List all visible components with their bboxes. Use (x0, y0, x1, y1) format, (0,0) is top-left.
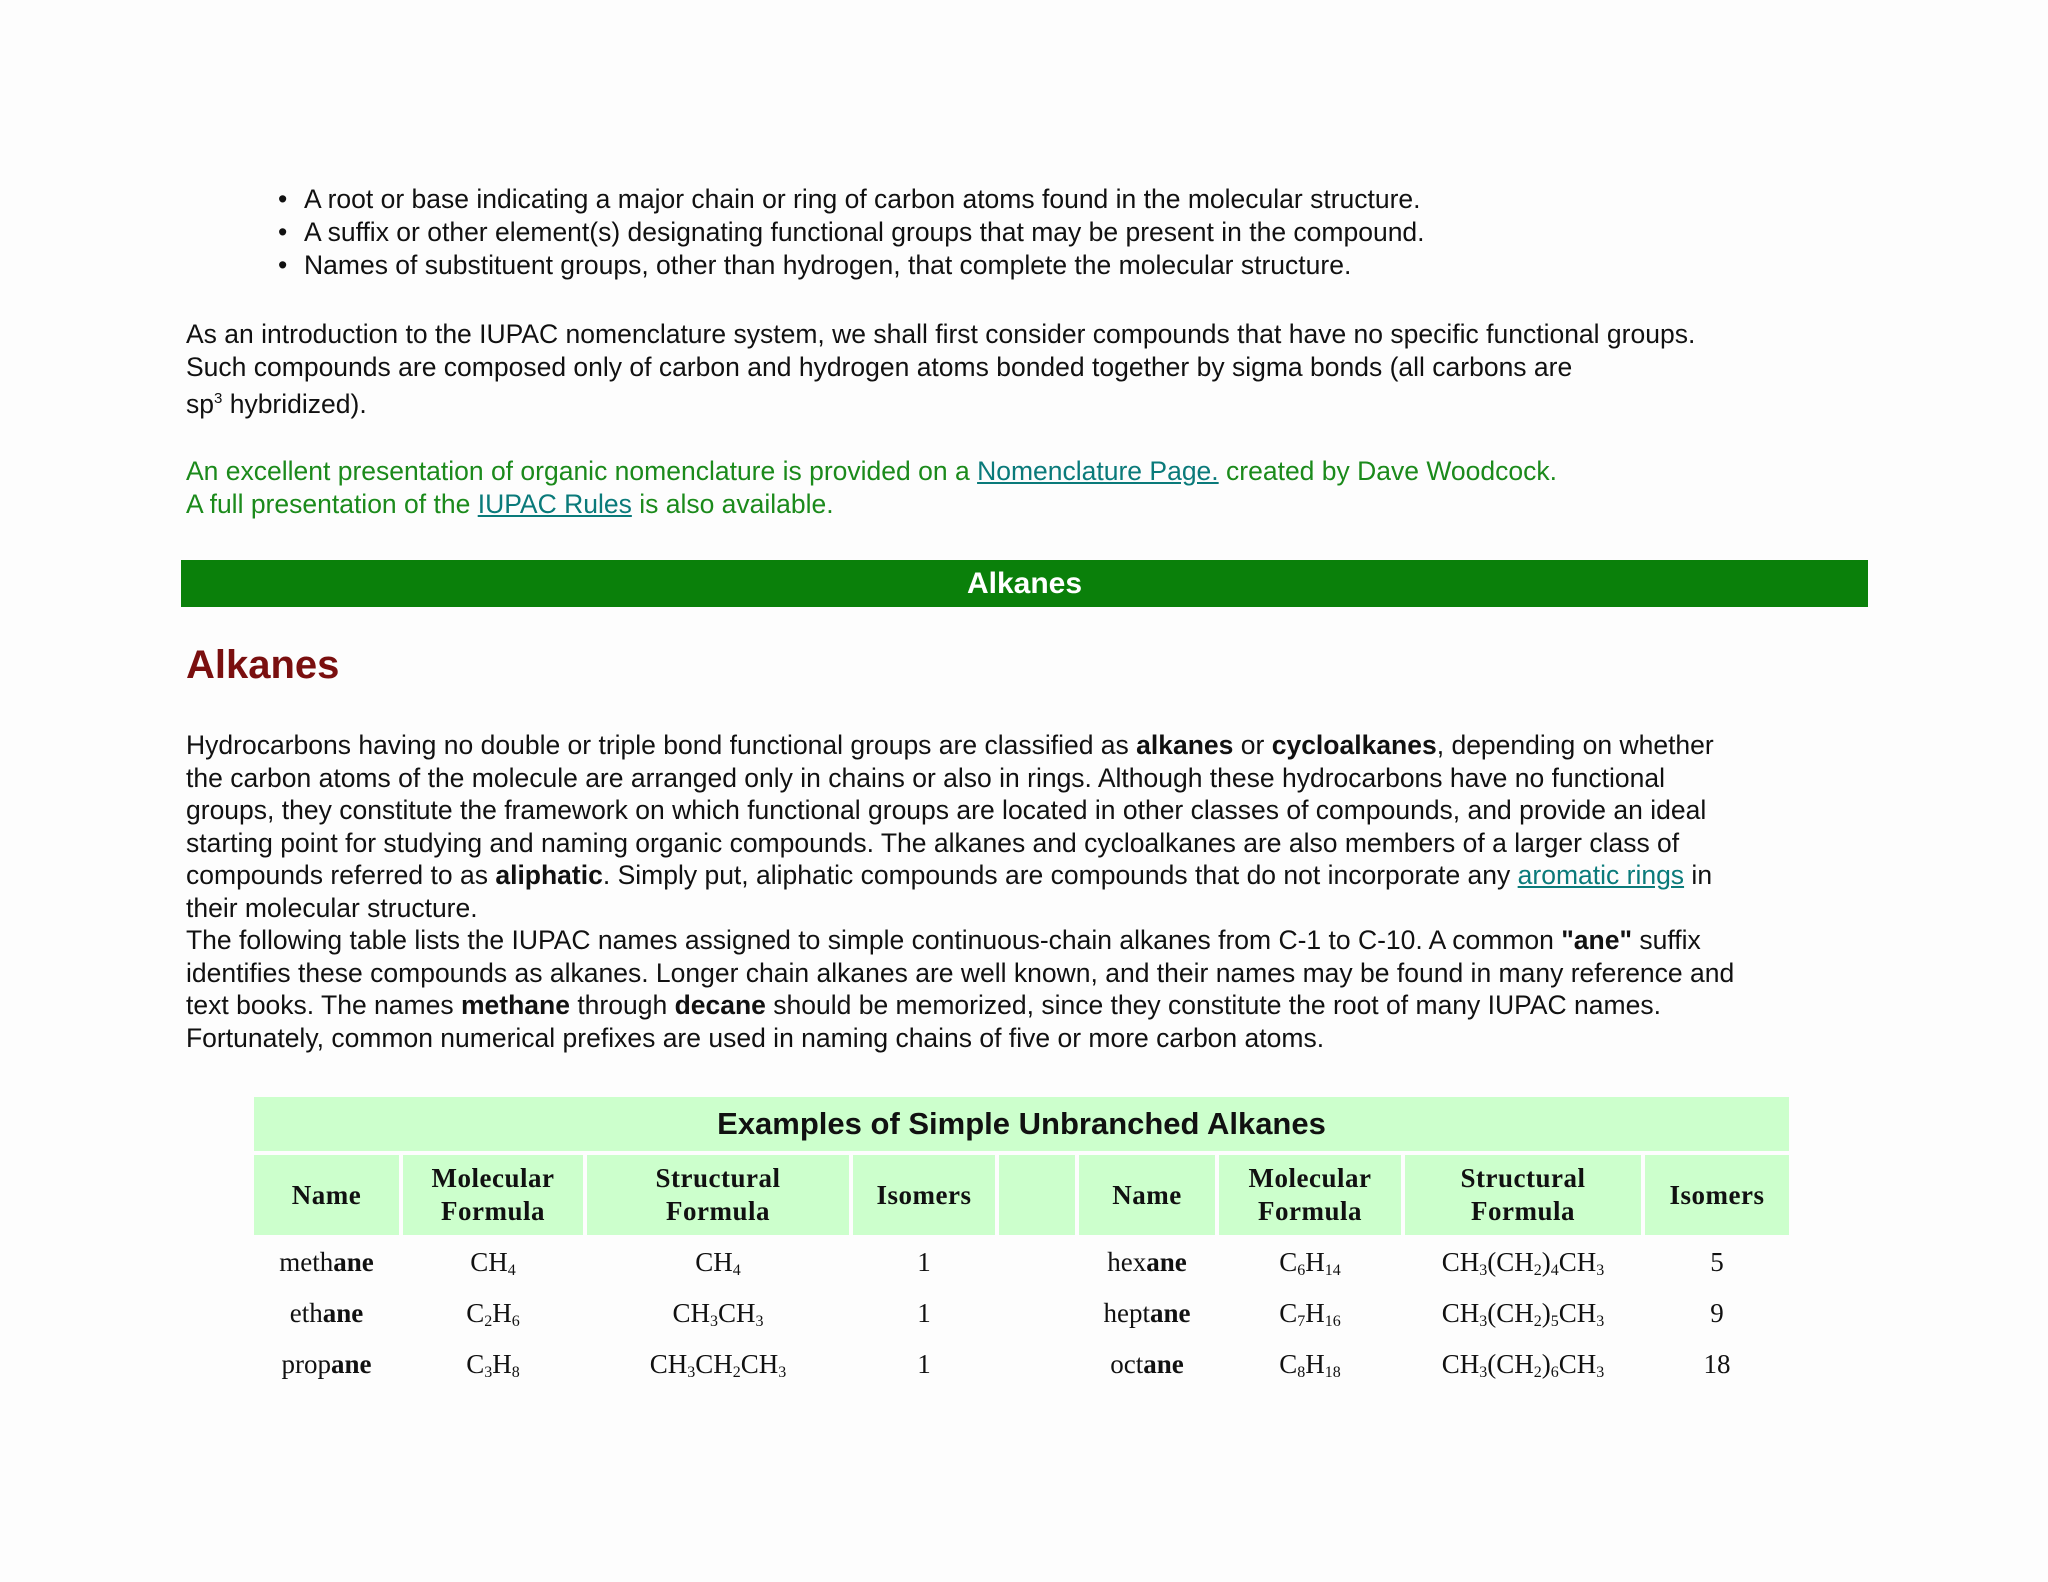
molecular-formula: $C_6H_{14}$ (1279, 1247, 1341, 1279)
list-item: • A suffix or other element(s) designating functional groups that may be present in the compound. (274, 216, 1425, 249)
molecular-formula: $C_7H_{16}$ (1279, 1298, 1341, 1330)
alkanes-paragraph: Hydrocarbons having no double or triple bond functional groups are classified as alkanes or cycloalkanes, depending on whether the carbon atoms of the molecule are arranged only in chains or also in rings. Although these hydrocarbons have no functional groups, they constitute the framework on which functional groups are located in other classes of compounds, and provide an ideal starting point for studying and naming organic compounds. The alkanes and cycloalkanes are also members of a larger class of compounds referred to as aliphatic. Simply put, aliphatic compounds are compounds that do not incorporate any aromatic rings in their molecular structure. The following table lists the IUPAC names assigned to simple continuous-chain alkanes from C-1 to C-10. A common "ane" suffix identifies these compounds as alkanes. Longer chain alkanes are well known, and their names may be found in many reference and text books. The names methane through decane should be memorized, since they constitute the root of many IUPAC names. Fortunately, common numerical prefixes are used in naming chains of five or more carbon atoms. (186, 730, 1735, 1053)
list-item: • A root or base indicating a major chain or ring of carbon atoms found in the molecular structure. (274, 183, 1425, 216)
spacer-cell (999, 1341, 1075, 1388)
resources-paragraph (186, 455, 1557, 520)
table-row (254, 1290, 1789, 1337)
structural-formula: $CH_3(CH_2)_6CH_3$ (1441, 1349, 1605, 1381)
alkane-name: heptane (1103, 1298, 1191, 1328)
col-header-isomers: Isomers (853, 1155, 995, 1235)
isomer-count: 1 (917, 1298, 931, 1328)
isomer-count: 18 (1703, 1349, 1731, 1379)
molecular-formula: $CH_4$ (470, 1247, 516, 1279)
structural-formula: $CH_3(CH_2)_5CH_3$ (1441, 1298, 1605, 1330)
col-header-name: Name (1079, 1155, 1215, 1235)
nomenclature-page-link[interactable]: Nomenclature Page. (977, 456, 1219, 486)
col-header-molecular-formula: Molecular Formula (403, 1155, 583, 1235)
molecular-formula: $C_3H_8$ (466, 1349, 520, 1381)
isomer-count: 5 (1710, 1247, 1724, 1277)
list-item: • Names of substituent groups, other than hydrogen, that complete the molecular structure. (274, 249, 1425, 282)
molecular-formula: $C_2H_6$ (466, 1298, 520, 1330)
table-row (254, 1341, 1789, 1388)
col-header-spacer (999, 1155, 1075, 1235)
intro-line: As an introduction to the IUPAC nomenclature system, we shall first consider compounds that have no specific functional groups. (186, 319, 1696, 349)
isomer-count: 9 (1710, 1298, 1724, 1328)
isomer-count: 1 (917, 1247, 931, 1277)
intro-line: Such compounds are composed only of carbon and hydrogen atoms bonded together by sigma bonds (all carbons are (186, 351, 1573, 382)
alkane-name: methane (279, 1247, 374, 1277)
col-header-name: Name (254, 1155, 399, 1235)
spacer-cell (999, 1239, 1075, 1286)
resources-line: A full presentation of the IUPAC Rules is also available. (186, 488, 834, 519)
alkane-name: octane (1110, 1349, 1184, 1379)
molecular-formula: $C_8H_{18}$ (1279, 1349, 1341, 1381)
col-header-structural-formula: Structural Formula (587, 1155, 849, 1235)
table-header-row (254, 1155, 1789, 1235)
col-header-structural-formula: Structural Formula (1405, 1155, 1641, 1235)
resources-line: An excellent presentation of organic nomenclature is provided on a Nomenclature Page. created by Dave Woodcock. (186, 456, 1557, 486)
structural-formula: $CH_4$ (695, 1247, 741, 1279)
intro-line: $sp^3$ hybridized). (186, 388, 367, 419)
structural-formula: $CH_3CH_3$ (672, 1298, 764, 1330)
col-header-molecular-formula: Molecular Formula (1219, 1155, 1401, 1235)
iupac-rules-link[interactable]: IUPAC Rules (477, 488, 632, 519)
alkane-name: hexane (1107, 1247, 1187, 1277)
alkane-name: ethane (289, 1298, 364, 1328)
table-row (254, 1239, 1789, 1286)
section-heading: Alkanes (186, 643, 340, 687)
intro-paragraph (186, 318, 1695, 420)
structural-formula: $CH_3CH_2CH_3$ (649, 1349, 787, 1381)
isomer-count: 1 (917, 1349, 931, 1379)
structural-formula: $CH_3(CH_2)_4CH_3$ (1441, 1247, 1605, 1279)
table-caption: Examples of Simple Unbranched Alkanes (254, 1097, 1789, 1151)
col-header-isomers: Isomers (1645, 1155, 1789, 1235)
spacer-cell (999, 1290, 1075, 1337)
aromatic-rings-link[interactable]: aromatic rings (1517, 860, 1685, 890)
section-bar: Alkanes (181, 560, 1868, 607)
alkanes-table (250, 1097, 1793, 1392)
naming-parts-list (274, 183, 1425, 282)
alkane-name: propane (281, 1349, 372, 1379)
